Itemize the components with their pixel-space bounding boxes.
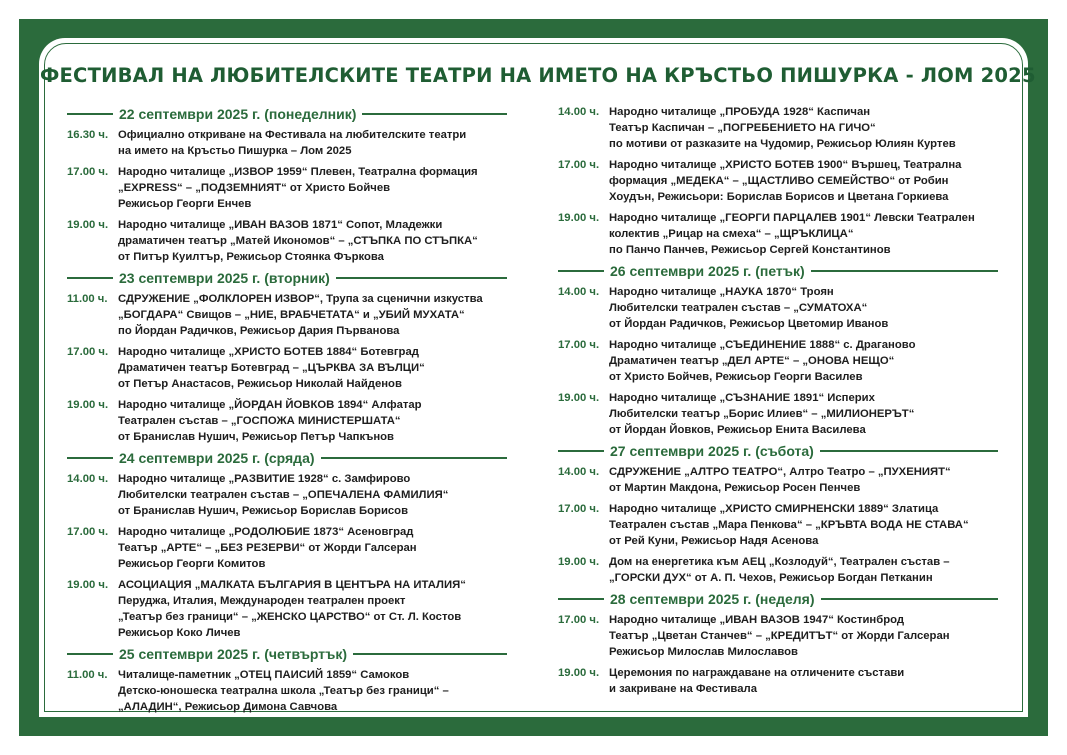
event-row	[558, 104, 998, 152]
event-row	[67, 164, 507, 212]
event-line: от Рей Куни, Режисьор Надя Асенова	[609, 535, 819, 547]
day-block	[558, 263, 998, 438]
event-line: Хоудън, Режисьори: Борислав Борисов и Цветана Горкиева	[609, 191, 949, 203]
event-line: от Йордан Йовков, Режисьор Енита Василева	[609, 424, 866, 436]
event-row	[558, 157, 998, 205]
event-time: 17.00 ч.	[558, 339, 600, 351]
event-line: Театър Каспичан – „ПОГРЕБЕНИЕТО НА ГИЧО“	[609, 122, 876, 134]
event-description	[609, 210, 998, 258]
event-time: 14.00 ч.	[558, 286, 600, 298]
event-line: Детско-юношеска театрална школа „Театър без граници“ –	[118, 685, 449, 697]
event-line: Театрален състав – „ГОСПОЖА МИНИСТЕРШАТА“	[118, 415, 401, 427]
event-line: „EXPRESS“ – „ПОДЗЕМНИЯТ“ от Христо Бойчев	[118, 182, 391, 194]
event-line: „ГОРСКИ ДУХ“ от А. П. Чехов, Режисьор Богдан Петканин	[609, 572, 933, 584]
event-line: от Питър Куилтър, Режисьор Стоянка Фъркова	[118, 251, 384, 263]
event-line: Любителски театрален състав – „ОПЕЧАЛЕНА ФАМИЛИЯ“	[118, 489, 449, 501]
event-line: Режисьор Георги Енчев	[118, 198, 252, 210]
day-header	[67, 270, 507, 286]
event-line: Народно читалище „ИЗВОР 1959“ Плевен, Театрална формация	[118, 166, 478, 178]
day-date: 22 септември 2025 г. (понеделник)	[119, 106, 357, 122]
event-description	[118, 524, 507, 572]
event-row	[558, 284, 998, 332]
event-line: Режисьор Коко Личев	[118, 627, 241, 639]
day-rule-right	[321, 457, 507, 459]
event-time: 17.00 ч.	[67, 526, 109, 538]
event-description	[118, 577, 507, 641]
day-date: 26 септември 2025 г. (петък)	[610, 263, 805, 279]
event-line: Театър „Цветан Станчев“ – „КРЕДИТЪТ“ от Жорди Галсеран	[609, 630, 950, 642]
day-block	[558, 443, 998, 586]
event-line: по Панчо Панчев, Режисьор Сергей Константинов	[609, 244, 891, 256]
event-line: Народно читалище „ПРОБУДА 1928“ Каспичан	[609, 106, 871, 118]
event-description	[609, 464, 998, 496]
day-block	[558, 104, 998, 258]
event-line: Любителски театрален състав – „СУМАТОХА“	[609, 302, 868, 314]
event-row	[67, 524, 507, 572]
event-description	[118, 164, 507, 212]
event-time: 17.00 ч.	[558, 159, 600, 171]
event-description	[118, 397, 507, 445]
event-row	[558, 665, 998, 697]
event-time: 19.00 ч.	[67, 219, 109, 231]
event-line: по мотиви от разказите на Чудомир, Режисьор Юлиян Куртев	[609, 138, 956, 150]
day-header	[67, 106, 507, 122]
event-time: 11.00 ч.	[67, 669, 108, 681]
day-date: 23 септември 2025 г. (вторник)	[119, 270, 330, 286]
event-line: и закриване на Фестивала	[609, 683, 757, 695]
event-line: Народно читалище „ХРИСТО БОТЕВ 1900“ Вършец, Театрална	[609, 159, 962, 171]
event-line: от Мартин Макдона, Режисьор Росен Пенчев	[609, 482, 861, 494]
day-header	[67, 450, 507, 466]
event-line: Перуджа, Италия, Международен театрален проект	[118, 595, 406, 607]
event-row	[558, 210, 998, 258]
event-time: 11.00 ч.	[67, 293, 108, 305]
event-line: Народно читалище „ХРИСТО БОТЕВ 1884“ Ботевград	[118, 346, 419, 358]
day-rule-right	[820, 450, 998, 452]
event-row	[67, 667, 507, 715]
day-date: 25 септември 2025 г. (четвъртък)	[119, 646, 348, 662]
event-line: Народно читалище „ГЕОРГИ ПАРЦАЛЕВ 1901“ Левски Театрален	[609, 212, 975, 224]
day-block	[67, 646, 507, 715]
event-row	[67, 127, 507, 159]
event-description	[609, 284, 998, 332]
event-line: Народно читалище „РОДОЛЮБИЕ 1873“ Асеновград	[118, 526, 414, 538]
event-line: Народно читалище „ИВАН ВАЗОВ 1871“ Сопот, Младежки	[118, 219, 443, 231]
event-line: от Христо Бойчев, Режисьор Георги Василев	[609, 371, 863, 383]
event-row	[67, 217, 507, 265]
event-line: СДРУЖЕНИЕ „ФОЛКЛОРЕН ИЗВОР“, Трупа за сценични изкуства	[118, 293, 483, 305]
event-time: 14.00 ч.	[558, 106, 600, 118]
event-line: от Петър Анастасов, Режисьор Николай Найденов	[118, 378, 402, 390]
event-description	[118, 471, 507, 519]
event-line: от Йордан Радичков, Режисьор Цветомир Иванов	[609, 318, 889, 330]
event-line: АСОЦИАЦИЯ „МАЛКАТА БЪЛГАРИЯ В ЦЕНТЪРА НА ИТАЛИЯ“	[118, 579, 466, 591]
day-rule-left	[67, 653, 113, 655]
event-line: Режисьор Георги Комитов	[118, 558, 266, 570]
event-row	[558, 501, 998, 549]
event-line: драматичен театър „Матей Икономов“ – „СТЪПКА ПО СТЪПКА“	[118, 235, 478, 247]
event-line: на името на Кръстьо Пишурка – Лом 2025	[118, 145, 352, 157]
event-line: Народно читалище „ХРИСТО СМИРНЕНСКИ 1889“ Златица	[609, 503, 939, 515]
day-rule-left	[67, 277, 113, 279]
event-time: 19.00 ч.	[558, 667, 600, 679]
event-line: Народно читалище „ЙОРДАН ЙОВКОВ 1894“ Алфатар	[118, 399, 422, 411]
event-line: Драматичен театър Ботевград – „ЦЪРКВА ЗА ВЪЛЦИ“	[118, 362, 425, 374]
event-line: „АЛАДИН“, Режисьор Димона Савчова	[118, 701, 338, 713]
day-date: 27 септември 2025 г. (събота)	[610, 443, 814, 459]
event-description	[609, 157, 998, 205]
day-rule-right	[353, 653, 507, 655]
event-time: 14.00 ч.	[558, 466, 600, 478]
day-rule-left	[558, 598, 604, 600]
event-line: Народно читалище „РАЗВИТИЕ 1928“ с. Замфирово	[118, 473, 411, 485]
event-line: Театрален състав „Мара Пенкова“ – „КРЪВТА ВОДА НЕ СТАВА“	[609, 519, 969, 531]
event-time: 19.00 ч.	[67, 579, 109, 591]
event-description	[118, 217, 507, 265]
event-line: от Бранислав Нушич, Режисьор Петър Чапкънов	[118, 431, 394, 443]
event-description	[609, 554, 998, 586]
day-rule-right	[336, 277, 507, 279]
event-time: 17.00 ч.	[67, 346, 109, 358]
event-line: Народно читалище „СЪЕДИНЕНИЕ 1888“ с. Драганово	[609, 339, 916, 351]
event-row	[67, 397, 507, 445]
event-time: 14.00 ч.	[67, 473, 109, 485]
event-line: Драматичен театър „ДЕЛ АРТЕ“ – „ОНОВА НЕЩО“	[609, 355, 895, 367]
event-line: Церемония по награждаване на отличените състави	[609, 667, 905, 679]
event-line: колектив „Рицар на смеха“ – „ЩРЪКЛИЦА“	[609, 228, 854, 240]
day-date: 24 септември 2025 г. (сряда)	[119, 450, 315, 466]
event-line: Официално откриване на Фестивала на любителските театри	[118, 129, 467, 141]
event-row	[67, 344, 507, 392]
day-rule-left	[558, 270, 604, 272]
day-date: 28 септември 2025 г. (неделя)	[610, 591, 815, 607]
event-row	[558, 464, 998, 496]
event-row	[67, 471, 507, 519]
event-row	[558, 612, 998, 660]
event-line: Театър „АРТЕ“ – „БЕЗ РЕЗЕРВИ“ от Жорди Галсеран	[118, 542, 417, 554]
day-header	[67, 646, 507, 662]
event-line: „Театър без граници“ – „ЖЕНСКО ЦАРСТВО“ от Ст. Л. Костов	[118, 611, 462, 623]
event-line: СДРУЖЕНИЕ „АЛТРО ТЕАТРО“, Алтро Театро – „ПУХЕНИЯТ“	[609, 466, 951, 478]
day-rule-left	[67, 113, 113, 115]
day-header	[558, 263, 998, 279]
event-line: Читалище-паметник „ОТЕЦ ПАИСИЙ 1859“ Самоков	[118, 669, 410, 681]
event-line: Народно читалище „ИВАН ВАЗОВ 1947“ Костинброд	[609, 614, 905, 626]
event-row	[67, 577, 507, 641]
event-time: 19.00 ч.	[558, 212, 600, 224]
day-header	[558, 591, 998, 607]
day-rule-right	[821, 598, 998, 600]
event-time: 17.00 ч.	[67, 166, 109, 178]
event-time: 19.00 ч.	[558, 392, 600, 404]
day-block	[67, 270, 507, 445]
event-row	[558, 390, 998, 438]
day-block	[67, 106, 507, 265]
event-description	[609, 390, 998, 438]
event-description	[609, 612, 998, 660]
day-block	[558, 591, 998, 697]
event-description	[118, 344, 507, 392]
schedule-left-column	[67, 104, 507, 720]
event-time: 19.00 ч.	[558, 556, 600, 568]
event-description	[609, 665, 998, 697]
event-description	[118, 291, 507, 339]
event-description	[118, 667, 507, 715]
event-description	[118, 127, 507, 159]
event-time: 16.30 ч.	[67, 129, 109, 141]
event-line: от Бранислав Нушич, Режисьор Борислав Борисов	[118, 505, 409, 517]
event-line: формация „МЕДЕКА“ – „ЩАСТЛИВО СЕМЕЙСТВО“ от Робин	[609, 175, 949, 187]
day-rule-right	[811, 270, 998, 272]
event-line: Народно читалище „СЪЗНАНИЕ 1891“ Исперих	[609, 392, 875, 404]
event-row	[558, 337, 998, 385]
event-line: по Йордан Радичков, Режисьор Дария Първанова	[118, 325, 400, 337]
event-time: 17.00 ч.	[558, 503, 600, 515]
festival-title: ФЕСТИВАЛ НА ЛЮБИТЕЛСКИТЕ ТЕАТРИ НА ИМЕТО НА КРЪСТЬО ПИШУРКА - ЛОМ 2025	[40, 64, 1036, 87]
event-row	[558, 554, 998, 586]
event-line: Любителски театър „Борис Илиев“ – „МИЛИОНЕРЪТ“	[609, 408, 915, 420]
day-rule-left	[67, 457, 113, 459]
event-row	[67, 291, 507, 339]
event-description	[609, 501, 998, 549]
schedule-right-column	[558, 104, 998, 702]
event-line: „БОГДАРА“ Свищов – „НИЕ, ВРАБЧЕТАТА“ и „УБИЙ МУХАТА“	[118, 309, 465, 321]
day-rule-right	[362, 113, 507, 115]
event-description	[609, 337, 998, 385]
event-line: Народно читалище „НАУКА 1870“ Троян	[609, 286, 834, 298]
event-time: 17.00 ч.	[558, 614, 600, 626]
event-description	[609, 104, 998, 152]
event-line: Режисьор Милослав Милославов	[609, 646, 798, 658]
event-line: Дом на енергетика към АЕЦ „Козлодуй“, Театрален състав –	[609, 556, 950, 568]
day-rule-left	[558, 450, 604, 452]
day-header	[558, 443, 998, 459]
event-time: 19.00 ч.	[67, 399, 109, 411]
day-block	[67, 450, 507, 641]
